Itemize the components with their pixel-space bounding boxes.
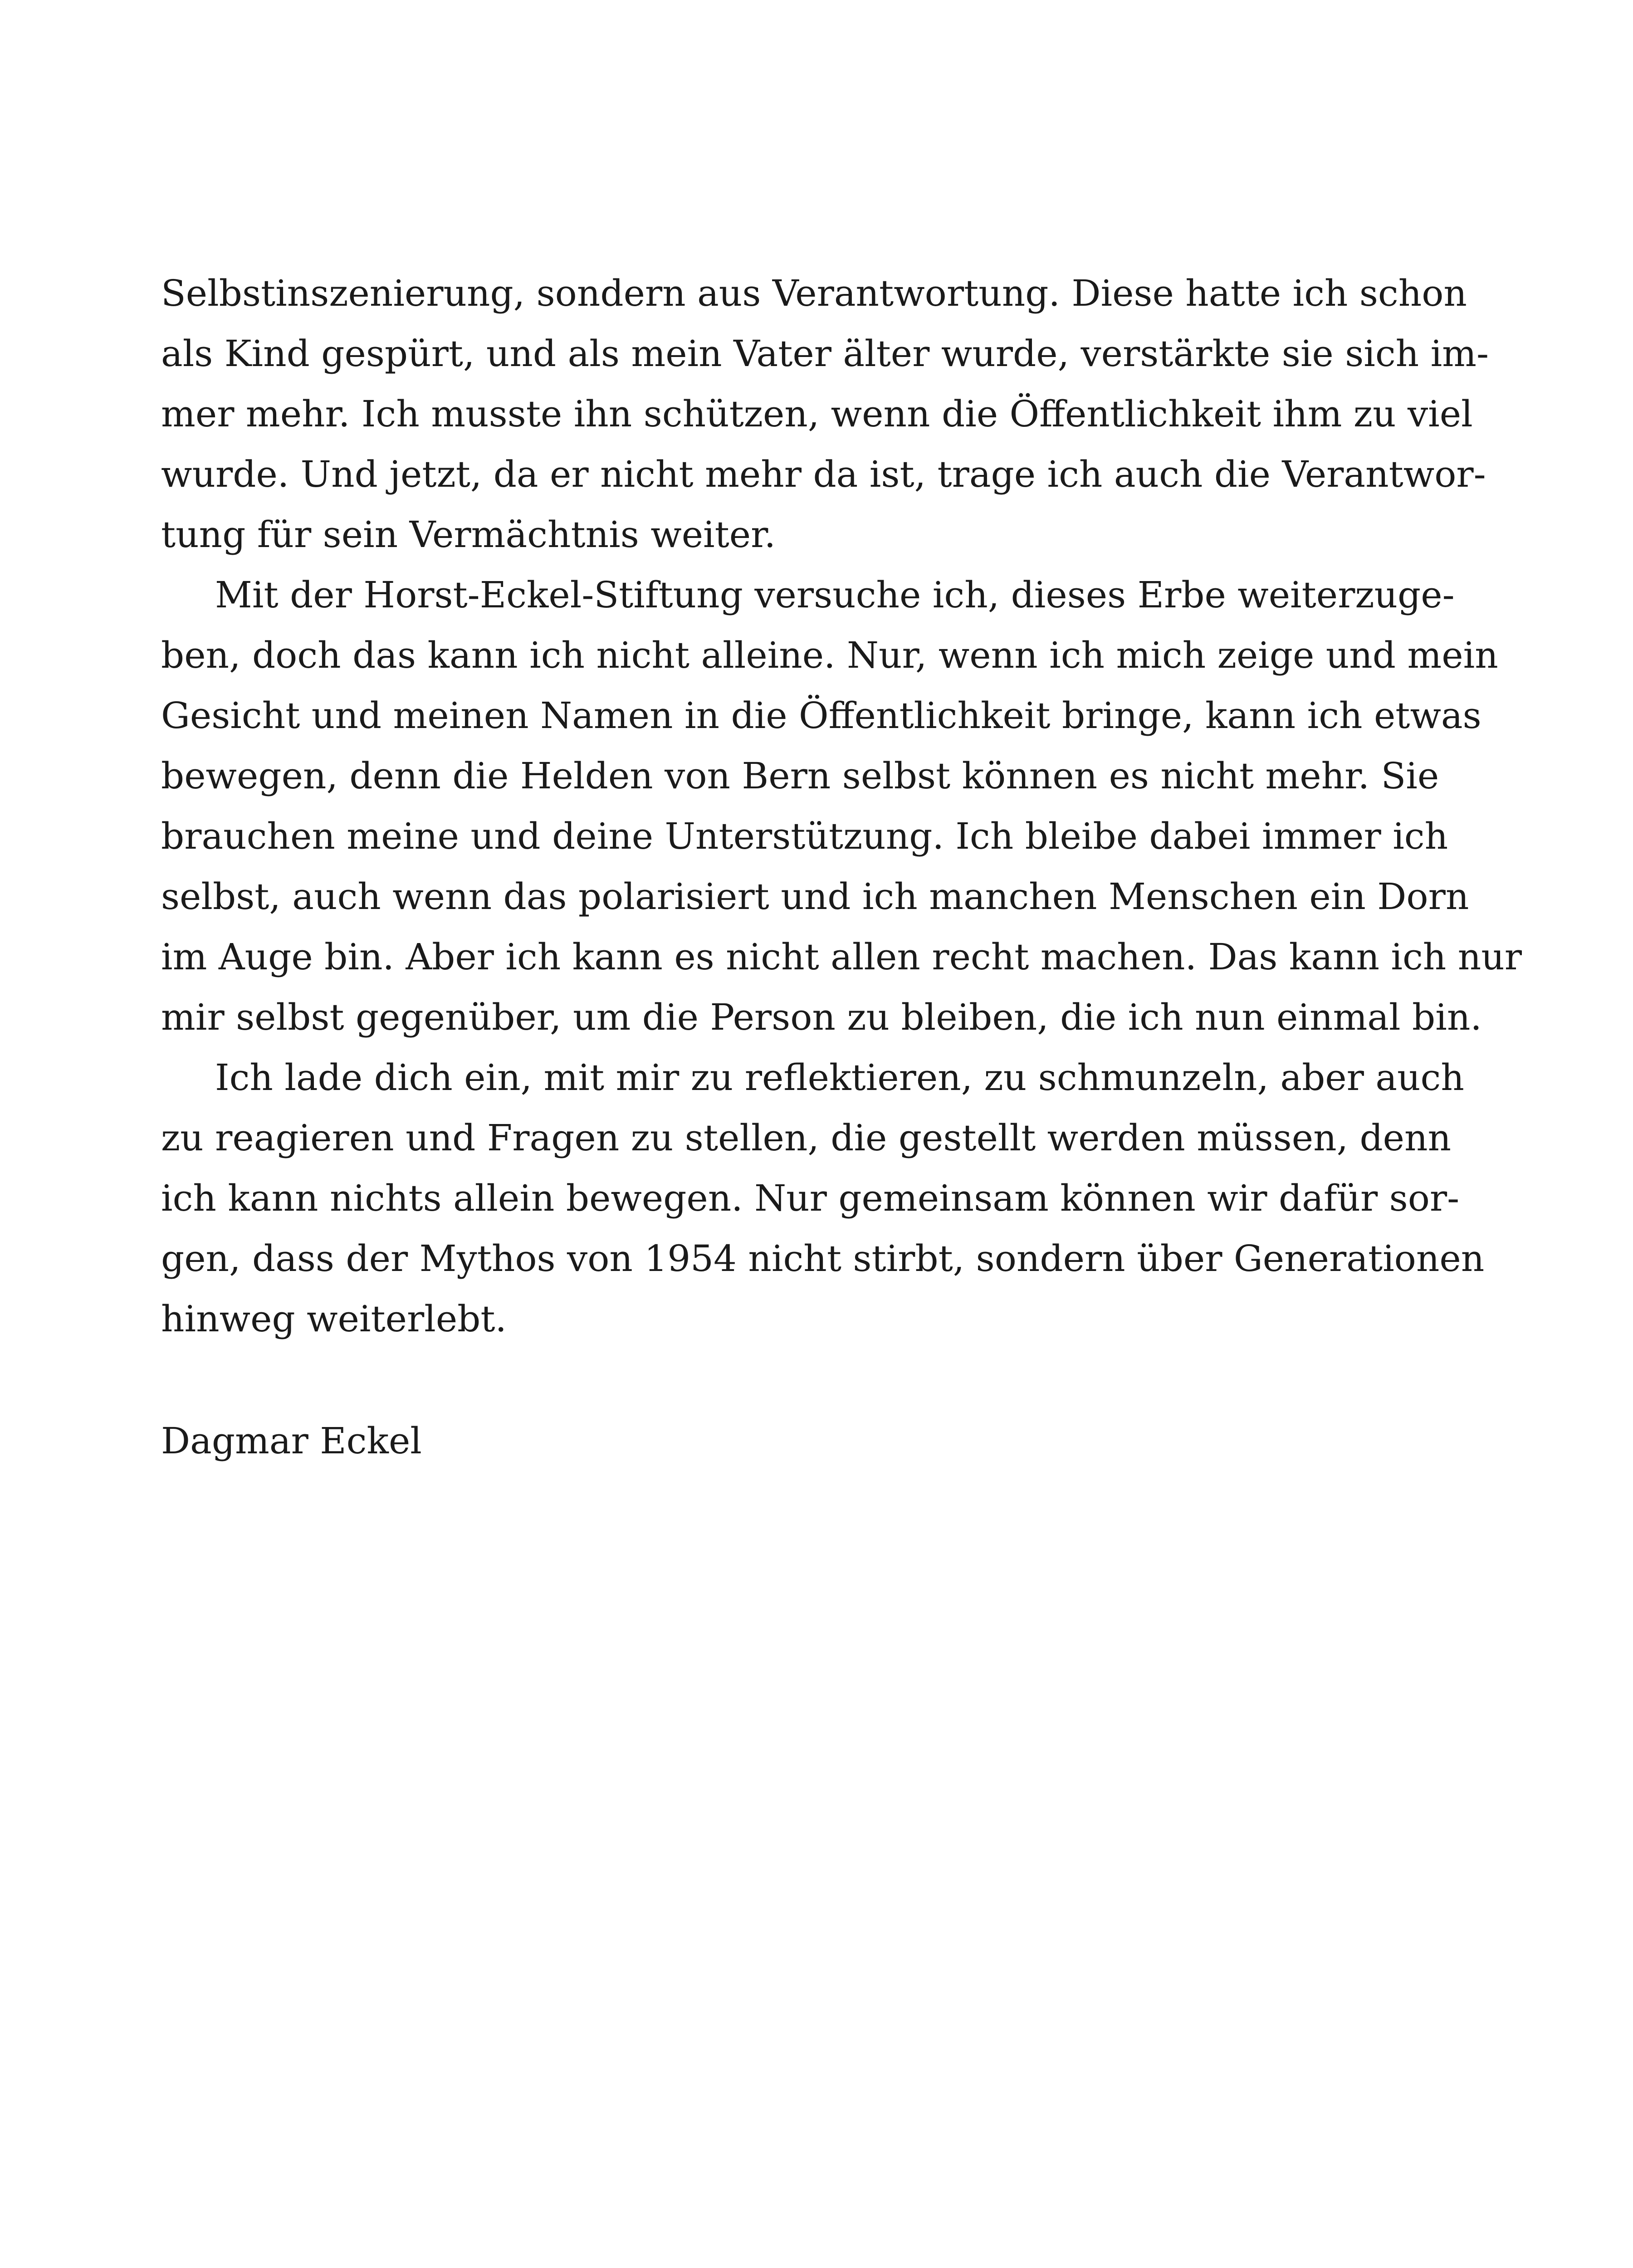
text-line: als Kind gespürt, und als mein Vater älter wurde, verstärkte sie sich im- <box>161 332 1489 375</box>
paragraph-3 <box>161 1047 1485 1349</box>
text-line: zu reagieren und Fragen zu stellen, die gestellt werden müssen, denn <box>161 1117 1452 1159</box>
text-line: tung für sein Vermächtnis weiter. <box>161 513 776 556</box>
text-line: ben, doch das kann ich nicht alleine. Nur, wenn ich mich zeige und mein <box>161 634 1498 676</box>
paragraph-2 <box>161 565 1522 1047</box>
text-line: Mit der Horst-Eckel-Stiftung versuche ich, dieses Erbe weiterzuge- <box>215 574 1455 616</box>
text-line: selbst, auch wenn das polarisiert und ich manchen Menschen ein Dorn <box>161 875 1469 918</box>
text-line: Ich lade dich ein, mit mir zu reflektieren, zu schmunzeln, aber auch <box>215 1056 1464 1099</box>
body-text <box>161 263 1522 1349</box>
author-signature: Dagmar Eckel <box>161 1420 422 1462</box>
text-line: brauchen meine und deine Unterstützung. Ich bleibe dabei immer ich <box>161 815 1448 857</box>
text-line: gen, dass der Mythos von 1954 nicht stirbt, sondern über Generationen <box>161 1237 1485 1280</box>
text-line: mer mehr. Ich musste ihn schützen, wenn die Öffentlichkeit ihm zu viel <box>161 393 1473 435</box>
text-line: ich kann nichts allein bewegen. Nur gemeinsam können wir dafür sor- <box>161 1177 1460 1219</box>
text-line: hinweg weiterlebt. <box>161 1298 507 1340</box>
text-line: Selbstinszenierung, sondern aus Verantwortung. Diese hatte ich schon <box>161 272 1467 314</box>
text-line: mir selbst gegenüber, um die Person zu bleiben, die ich nun einmal bin. <box>161 996 1482 1038</box>
text-line: im Auge bin. Aber ich kann es nicht allen recht machen. Das kann ich nur <box>161 936 1522 978</box>
text-line: bewegen, denn die Helden von Bern selbst können es nicht mehr. Sie <box>161 755 1439 797</box>
text-line: wurde. Und jetzt, da er nicht mehr da ist, trage ich auch die Verantwor- <box>161 453 1486 495</box>
text-line: Gesicht und meinen Namen in die Öffentlichkeit bringe, kann ich etwas <box>161 694 1481 737</box>
paragraph-1 <box>161 263 1489 565</box>
